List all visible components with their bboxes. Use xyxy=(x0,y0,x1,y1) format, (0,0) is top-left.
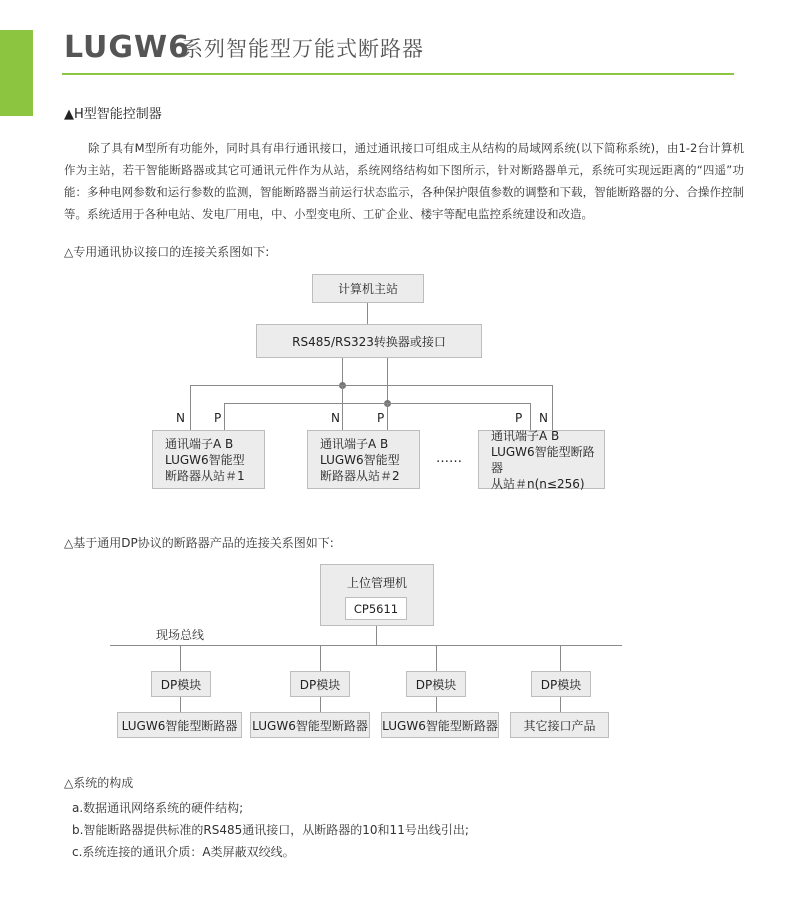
page-title: 系列智能型万能式断路器 xyxy=(182,37,424,61)
slave-line: 断路器从站＃1 xyxy=(165,468,245,483)
connector-line xyxy=(320,645,321,671)
connector-line xyxy=(560,645,561,671)
slave-station-box-n xyxy=(478,430,605,489)
field-bus-line xyxy=(110,645,622,646)
dp-module-box-2: DP模块 xyxy=(290,671,350,697)
cp5611-card-box: CP5611 xyxy=(345,597,407,620)
diagram2-caption: △基于通用DP协议的断路器产品的连接关系图如下: xyxy=(64,536,334,550)
p-label: P xyxy=(515,411,523,425)
connector-line xyxy=(180,697,181,712)
dp-module-box-4: DP模块 xyxy=(531,671,591,697)
list-item: c.系统连接的通讯介质：A类屏蔽双绞线。 xyxy=(72,845,295,859)
device-box-4: 其它接口产品 xyxy=(510,712,609,738)
p-label: P xyxy=(214,411,222,425)
slave-line: 断路器从站＃2 xyxy=(320,468,400,483)
host-label: 上位管理机 xyxy=(346,576,407,590)
connector-line xyxy=(224,403,225,430)
connector-line xyxy=(320,697,321,712)
connector-line xyxy=(342,385,343,430)
n-bus-line xyxy=(190,385,552,386)
connector-line xyxy=(387,358,388,403)
title-divider xyxy=(62,73,734,75)
connector-line xyxy=(180,645,181,671)
device-box-2: LUGW6智能型断路器 xyxy=(250,712,370,738)
field-bus-label: 现场总线 xyxy=(156,628,205,642)
slave-line: 通讯端子A B xyxy=(320,436,389,451)
list-item: a.数据通讯网络系统的硬件结构; xyxy=(72,801,244,815)
slave-line: LUGW6智能型 xyxy=(320,452,400,467)
p-label: P xyxy=(377,411,385,425)
dp-module-box-3: DP模块 xyxy=(406,671,466,697)
slave-line: 通讯端子A B xyxy=(165,436,234,451)
device-box-1: LUGW6智能型断路器 xyxy=(117,712,242,738)
connector-line xyxy=(436,645,437,671)
n-label: N xyxy=(176,411,185,425)
connector-line xyxy=(436,697,437,712)
connector-line xyxy=(376,626,377,645)
n-label: N xyxy=(539,411,548,425)
connector-line xyxy=(367,303,368,324)
slave-line: 通讯端子A B xyxy=(491,428,560,443)
section-heading: ▲H型智能控制器 xyxy=(64,107,162,122)
n-label: N xyxy=(331,411,340,425)
composition-caption: △系统的构成 xyxy=(64,776,134,790)
p-bus-line xyxy=(224,403,530,404)
connector-line xyxy=(560,697,561,712)
ellipsis: …… xyxy=(436,451,462,466)
dp-module-box-1: DP模块 xyxy=(151,671,211,697)
section-paragraph: 除了具有M型所有功能外，同时具有串行通讯接口，通过通讯接口可组成主从结构的局域网系统(以下简称系统)，由1-2台计算机作为主站，若干智能断路器或其它可通讯元件作为从站，系统网络结构如下图所示，针对断路器单元，系统可实现远距离的“四遥”功能：多种电网参数和运行参数的监测，智能断路器当前运行状态监示，各种保护限值参数的调整和下载，智能断路器的分、合操作控制等。系统适用于各种电站、发电厂用电，中、小型变电所、工矿企业、楼宇等配电监控系统建设和改造。 xyxy=(64,141,744,221)
slave-station-box-1 xyxy=(152,430,265,489)
slave-line: 从站＃n(n≤256) xyxy=(491,476,585,491)
list-item: b.智能断路器提供标准的RS485通讯接口，从断路器的10和11号出线引出; xyxy=(72,823,469,837)
slave-line: LUGW6智能型断路器 xyxy=(491,444,595,475)
connector-line xyxy=(387,403,388,430)
connector-line xyxy=(530,403,531,430)
connector-line xyxy=(190,385,191,430)
connector-line xyxy=(552,385,553,430)
diagram1-caption: △专用通讯协议接口的连接关系图如下: xyxy=(64,245,270,259)
slave-line: LUGW6智能型 xyxy=(165,452,245,467)
device-box-3: LUGW6智能型断路器 xyxy=(381,712,499,738)
master-station-box: 计算机主站 xyxy=(312,274,424,303)
slave-station-box-2 xyxy=(307,430,420,489)
converter-box: RS485/RS323转换器或接口 xyxy=(256,324,482,358)
green-side-tab xyxy=(0,30,33,116)
title-brand: LUGW6 xyxy=(64,30,190,65)
